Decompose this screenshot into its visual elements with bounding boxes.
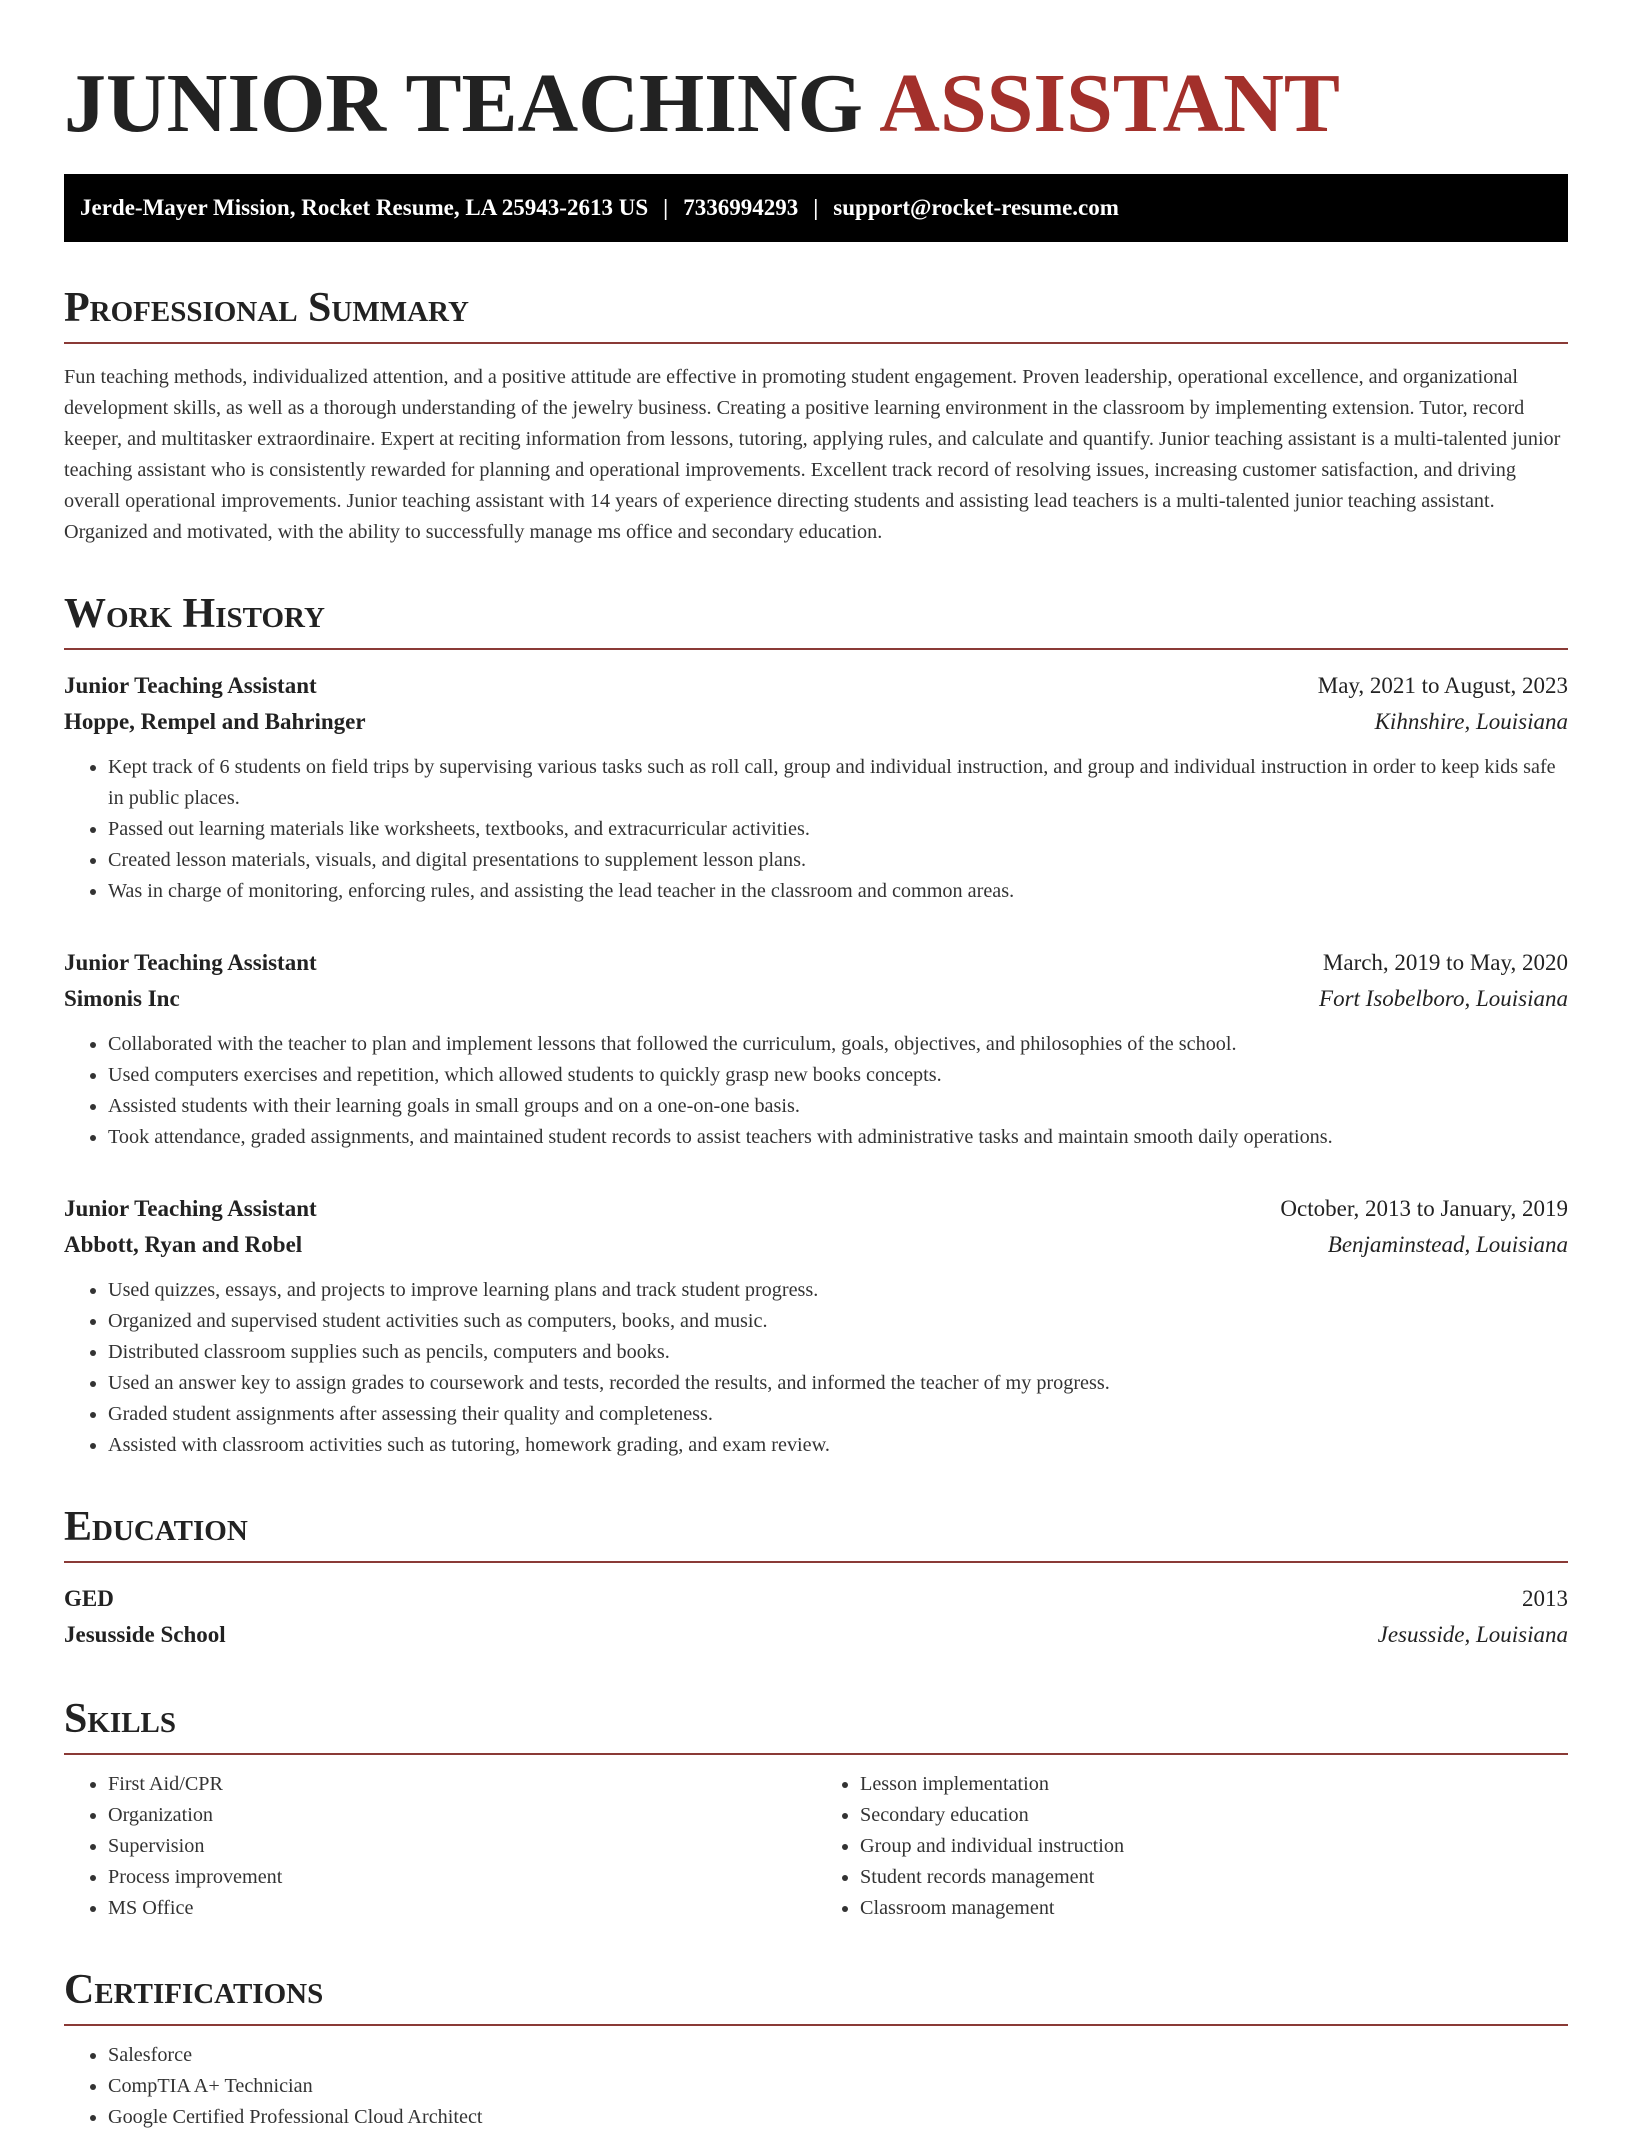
list-item: • MS Office: [108, 1893, 816, 1924]
contact-email: support@rocket-resume.com: [833, 195, 1119, 220]
job-bullets: [64, 1275, 1568, 1461]
certifications-heading: Certifications: [64, 1968, 1568, 2026]
list-item: • Organization: [108, 1800, 816, 1831]
list-item: • Salesforce: [108, 2040, 1568, 2071]
job-bullets: [64, 1029, 1568, 1153]
title-second: ASSISTANT: [879, 57, 1340, 150]
contact-separator: |: [813, 195, 819, 220]
list-item: • Created lesson materials, visuals, and digital presentations to supplement lesson plans.: [108, 845, 1568, 876]
education-entry: [64, 1581, 1568, 1653]
job-location: Benjaminstead, Louisiana: [1327, 1232, 1568, 1257]
summary-text: Fun teaching methods, individualized attention, and a positive attitude are effective in promoting student engagement. Proven leadership, operational excellence, and organizational development skills, as well as a thorough understanding of the jewelry business. Creating a positive learning environment in the classroom by implementing extension. Tutor, record keeper, and multitasker extraordinaire. Expert at reciting information from lessons, tutoring, applying rules, and calculate and quantify. Junior teaching assistant is a multi-talented junior teaching assistant who is consistently rewarded for planning and operational improvements. Excellent track record of resolving issues, increasing customer satisfaction, and driving overall operational improvements. Junior teaching assistant with 14 years of experience directing students and assisting lead teachers is a multi-talented junior teaching assistant. Organized and motivated, with the ability to successfully manage ms office and secondary education.: [64, 366, 1561, 543]
work-history-heading: Work History: [64, 592, 1568, 650]
list-item: • Graded student assignments after assessing their quality and completeness.: [108, 1399, 1568, 1430]
skills-section: [64, 1697, 1568, 1924]
job-entry: [64, 668, 1568, 907]
title-first: JUNIOR TEACHING: [64, 57, 863, 150]
certifications-section: [64, 1968, 1568, 2133]
contact-bar: [64, 174, 1568, 242]
contact-separator: |: [663, 195, 669, 220]
job-title: Junior Teaching Assistant: [64, 1196, 317, 1221]
list-item: • Supervision: [108, 1831, 816, 1862]
list-item: • Secondary education: [860, 1800, 1568, 1831]
list-item: • First Aid/CPR: [108, 1769, 816, 1800]
contact-phone: 7336994293: [683, 195, 799, 220]
summary-section: [64, 286, 1568, 548]
education-degree: GED: [64, 1586, 114, 1611]
certifications-list: [64, 2040, 1568, 2133]
job-title: Junior Teaching Assistant: [64, 950, 317, 975]
list-item: • Kept track of 6 students on field trips by supervising various tasks such as roll call, group and individual instruction, and group and individual instruction in order to keep kids safe in public places.: [108, 752, 1568, 814]
skills-list-left: [64, 1769, 816, 1924]
job-title: Junior Teaching Assistant: [64, 673, 317, 698]
job-company: Hoppe, Rempel and Bahringer: [64, 709, 366, 734]
work-history-section: [64, 592, 1568, 1461]
list-item: • Lesson implementation: [860, 1769, 1568, 1800]
list-item: • Assisted students with their learning goals in small groups and on a one-on-one basis.: [108, 1091, 1568, 1122]
job-dates: March, 2019 to May, 2020: [1322, 950, 1568, 975]
list-item: • Used computers exercises and repetition, which allowed students to quickly grasp new books concepts.: [108, 1060, 1568, 1091]
list-item: • Organized and supervised student activities such as computers, books, and music.: [108, 1306, 1568, 1337]
job-dates: October, 2013 to January, 2019: [1280, 1196, 1568, 1221]
education-heading: Education: [64, 1505, 1568, 1563]
list-item: • Group and individual instruction: [860, 1831, 1568, 1862]
list-item: • Google Certified Professional Cloud Architect: [108, 2102, 1568, 2133]
education-school: Jesusside School: [64, 1622, 226, 1647]
list-item: • Took attendance, graded assignments, and maintained student records to assist teachers with administrative tasks and maintain smooth daily operations.: [108, 1122, 1568, 1153]
education-year: 2013: [1522, 1586, 1568, 1611]
job-company: Simonis Inc: [64, 986, 180, 1011]
job-dates: May, 2021 to August, 2023: [1317, 673, 1568, 698]
skills-list-right: [816, 1769, 1568, 1924]
list-item: • Used quizzes, essays, and projects to improve learning plans and track student progress.: [108, 1275, 1568, 1306]
job-bullets: [64, 752, 1568, 907]
list-item: • Assisted with classroom activities such as tutoring, homework grading, and exam review.: [108, 1430, 1568, 1461]
skills-heading: Skills: [64, 1697, 1568, 1755]
list-item: • Process improvement: [108, 1862, 816, 1893]
list-item: • CompTIA A+ Technician: [108, 2071, 1568, 2102]
job-location: Fort Isobelboro, Louisiana: [1319, 986, 1568, 1011]
job-location: Kihnshire, Louisiana: [1374, 709, 1568, 734]
list-item: • Collaborated with the teacher to plan and implement lessons that followed the curriculum, goals, objectives, and philosophies of the school.: [108, 1029, 1568, 1060]
list-item: • Passed out learning materials like worksheets, textbooks, and extracurricular activities.: [108, 814, 1568, 845]
skills-grid: [64, 1769, 1568, 1924]
education-location: Jesusside, Louisiana: [1377, 1622, 1568, 1647]
contact-address: Jerde-Mayer Mission, Rocket Resume, LA 25943-2613 US: [80, 195, 649, 220]
list-item: • Was in charge of monitoring, enforcing rules, and assisting the lead teacher in the classroom and common areas.: [108, 876, 1568, 907]
summary-heading: Professional Summary: [64, 286, 1568, 344]
education-section: [64, 1505, 1568, 1653]
list-item: • Student records management: [860, 1862, 1568, 1893]
job-entry: [64, 945, 1568, 1153]
list-item: • Used an answer key to assign grades to coursework and tests, recorded the results, and informed the teacher of my progress.: [108, 1368, 1568, 1399]
list-item: • Classroom management: [860, 1893, 1568, 1924]
job-company: Abbott, Ryan and Robel: [64, 1232, 303, 1257]
list-item: • Distributed classroom supplies such as pencils, computers and books.: [108, 1337, 1568, 1368]
page-title: [64, 0, 1568, 150]
job-entry: [64, 1191, 1568, 1461]
